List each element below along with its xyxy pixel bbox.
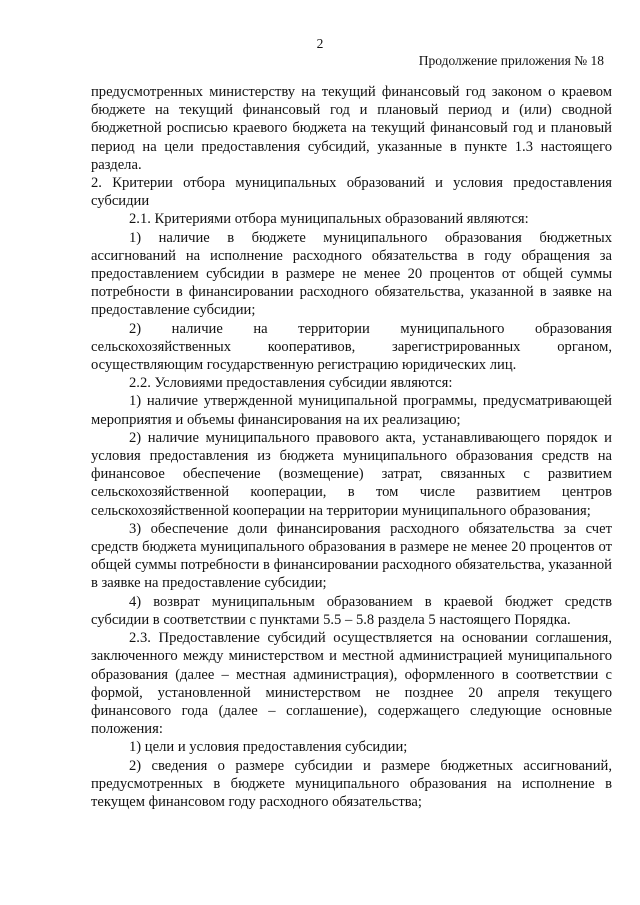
paragraph-2-3: 2.3. Предоставление субсидий осуществляется на основании соглашения, заключенного между министерством и местной администрацией муниципального образования (далее – местная администрация), оформленного в соответствии с формой, установленной министерством не позднее 20 апреля текущего финансового года (далее – соглашение), содержащего следующие основные положения:: [91, 630, 612, 738]
paragraph-2-2: 2.2. Условиями предоставления субсидии являются:: [129, 375, 453, 392]
paragraph-2-2-item-2: 2) наличие муниципального правового акта, устанавливающего порядок и условия предоставления из бюджета муниципального образования средств на финансовое обеспечение (возмещение) затрат, связанных с развитием сельскохозяйственной кооперации, в том числе развитием центров сельскохозяйственной кооперации на территории муниципального образования;: [91, 429, 612, 519]
paragraph-2-2-item-3: 3) обеспечение доли финансирования расходного обязательства за счет средств бюджета муниципального образования в размере не менее 20 процентов от общей суммы потребности в финансировании расходного обязательства, указанной в заявке на предоставление субсидии;: [91, 520, 612, 592]
paragraph-2-1: 2.1. Критериями отбора муниципальных образований являются:: [129, 211, 529, 228]
paragraph-2-3-item-2: 2) сведения о размере субсидии и размере бюджетных ассигнований, предусмотренных в бюджете муниципального образования на исполнение в текущем финансовом году расходного обязательства;: [91, 757, 612, 810]
document-body: [91, 83, 612, 811]
paragraph-2-2-item-4: 4) возврат муниципальным образованием в краевой бюджет средств субсидии в соответствии с пунктами 5.5 – 5.8 раздела 5 настоящего Порядка.: [91, 593, 612, 628]
paragraph-2-1-item-1: 1) наличие в бюджете муниципального образования бюджетных ассигнований на исполнение расходного обязательства в году обращения за предоставлением субсидии в размере не менее 20 процентов от общей суммы потребности в финансировании расходного обязательства, указанной в заявке на предоставление субсидии;: [91, 229, 612, 319]
paragraph-2-1-item-2: 2) наличие на территории муниципального образования сельскохозяйственных кооперативов, зарегистрированных органом, осуществляющим государственную регистрацию юридических лиц.: [91, 320, 612, 374]
section-heading: 2. Критерии отбора муниципальных образований и условия предоставления субсидии: [91, 175, 612, 210]
paragraph-2-3-item-1: 1) цели и условия предоставления субсидии;: [129, 739, 408, 756]
page-number: 2: [316, 36, 324, 51]
appendix-note: Продолжение приложения № 18: [418, 53, 604, 68]
paragraph-continuation: предусмотренных министерству на текущий финансовый год законом о краевом бюджете на текущий финансовый год и плановый период и (или) сводной бюджетной росписью краевого бюджета на текущий финансовый год и плановый период на цели предоставления субсидий, указанные в пункте 1.3 настоящего раздела.: [91, 84, 612, 173]
paragraph-2-2-item-1: 1) наличие утвержденной муниципальной программы, предусматривающей мероприятия и объемы финансирования на их реализацию;: [91, 393, 612, 428]
